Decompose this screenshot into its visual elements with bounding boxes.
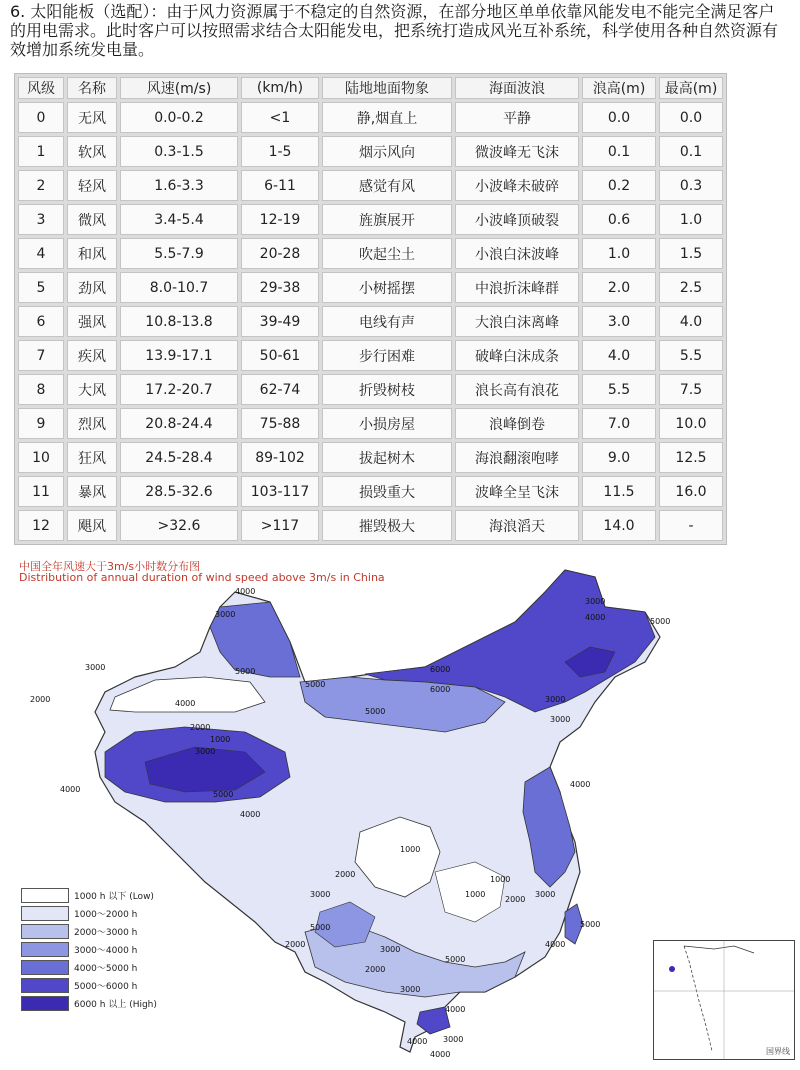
svg-text:1000: 1000 bbox=[400, 845, 421, 854]
table-cell: 0.1 bbox=[582, 136, 656, 167]
table-cell: 12 bbox=[18, 510, 64, 541]
svg-text:3000: 3000 bbox=[545, 695, 566, 704]
table-cell: 8.0-10.7 bbox=[120, 272, 238, 303]
table-cell: 20-28 bbox=[241, 238, 319, 269]
svg-text:5000: 5000 bbox=[365, 707, 386, 716]
svg-text:3000: 3000 bbox=[310, 890, 331, 899]
table-cell: 1.6-3.3 bbox=[120, 170, 238, 201]
table-cell: 7 bbox=[18, 340, 64, 371]
table-row bbox=[18, 476, 723, 507]
table-cell: 2 bbox=[18, 170, 64, 201]
svg-text:4000: 4000 bbox=[445, 1005, 466, 1014]
table-cell: 0 bbox=[18, 102, 64, 133]
svg-text:4000: 4000 bbox=[235, 587, 256, 596]
svg-text:2000: 2000 bbox=[190, 723, 211, 732]
table-cell: 5.5 bbox=[582, 374, 656, 405]
table-cell: 1.0 bbox=[659, 204, 723, 235]
table-cell: 旌旗展开 bbox=[322, 204, 452, 235]
legend-swatch bbox=[21, 942, 69, 957]
table-cell: 39-49 bbox=[241, 306, 319, 337]
table-cell: 9 bbox=[18, 408, 64, 439]
table-row bbox=[18, 238, 723, 269]
table-cell: 0.3 bbox=[659, 170, 723, 201]
table-row bbox=[18, 102, 723, 133]
svg-text:4000: 4000 bbox=[545, 940, 566, 949]
svg-text:6000: 6000 bbox=[430, 685, 451, 694]
table-cell: 12.5 bbox=[659, 442, 723, 473]
svg-text:4000: 4000 bbox=[60, 785, 81, 794]
table-cell: 75-88 bbox=[241, 408, 319, 439]
svg-text:3000: 3000 bbox=[215, 610, 236, 619]
table-cell: 浪峰倒卷 bbox=[455, 408, 579, 439]
table-cell: 28.5-32.6 bbox=[120, 476, 238, 507]
svg-text:5000: 5000 bbox=[213, 790, 234, 799]
inset-map bbox=[654, 941, 794, 1059]
table-header-row bbox=[18, 77, 723, 99]
svg-text:4000: 4000 bbox=[407, 1037, 428, 1046]
table-cell: 62-74 bbox=[241, 374, 319, 405]
table-cell: 浪长高有浪花 bbox=[455, 374, 579, 405]
table-cell: 5.5-7.9 bbox=[120, 238, 238, 269]
table-cell: 狂风 bbox=[67, 442, 117, 473]
svg-text:3000: 3000 bbox=[550, 715, 571, 724]
legend-item bbox=[21, 996, 157, 1011]
table-cell: 3 bbox=[18, 204, 64, 235]
svg-text:2000: 2000 bbox=[30, 695, 51, 704]
table-row bbox=[18, 442, 723, 473]
table-cell: 损毁重大 bbox=[322, 476, 452, 507]
table-cell: 17.2-20.7 bbox=[120, 374, 238, 405]
header-cell: 浪高(m) bbox=[582, 77, 656, 99]
table-row bbox=[18, 374, 723, 405]
table-cell: 20.8-24.4 bbox=[120, 408, 238, 439]
legend-item bbox=[21, 978, 157, 993]
svg-text:6000: 6000 bbox=[430, 665, 451, 674]
legend-label: 1000 h 以下 (Low) bbox=[74, 892, 154, 902]
table-cell: 无风 bbox=[67, 102, 117, 133]
svg-text:4000: 4000 bbox=[585, 613, 606, 622]
svg-text:4000: 4000 bbox=[570, 780, 591, 789]
table-cell: 6 bbox=[18, 306, 64, 337]
legend-swatch bbox=[21, 996, 69, 1011]
table-cell: 折毁树枝 bbox=[322, 374, 452, 405]
table-cell: 飓风 bbox=[67, 510, 117, 541]
table-body bbox=[18, 102, 723, 541]
header-cell: 海面波浪 bbox=[455, 77, 579, 99]
inset-note: 国界线 bbox=[766, 1047, 790, 1056]
table-cell: 感觉有风 bbox=[322, 170, 452, 201]
table-cell: 电线有声 bbox=[322, 306, 452, 337]
table-cell: 11 bbox=[18, 476, 64, 507]
legend-item bbox=[21, 888, 157, 903]
legend-swatch bbox=[21, 888, 69, 903]
header-cell: 风级 bbox=[18, 77, 64, 99]
table-row bbox=[18, 340, 723, 371]
south-china-sea-inset bbox=[653, 940, 795, 1060]
table-cell: 0.2 bbox=[582, 170, 656, 201]
svg-text:5000: 5000 bbox=[580, 920, 601, 929]
table-cell: 4.0 bbox=[659, 306, 723, 337]
svg-text:1000: 1000 bbox=[465, 890, 486, 899]
table-cell: >32.6 bbox=[120, 510, 238, 541]
table-cell: 4.0 bbox=[582, 340, 656, 371]
legend-label: 4000～5000 h bbox=[74, 964, 138, 974]
header-cell: 名称 bbox=[67, 77, 117, 99]
table-cell: 海浪滔天 bbox=[455, 510, 579, 541]
table-cell: 16.0 bbox=[659, 476, 723, 507]
table-cell: 平静 bbox=[455, 102, 579, 133]
legend-item bbox=[21, 942, 157, 957]
legend-item bbox=[21, 906, 157, 921]
legend-item bbox=[21, 960, 157, 975]
table-cell: 疾风 bbox=[67, 340, 117, 371]
table-row bbox=[18, 170, 723, 201]
table-row bbox=[18, 136, 723, 167]
table-cell: 50-61 bbox=[241, 340, 319, 371]
table-cell: <1 bbox=[241, 102, 319, 133]
table-cell: 8 bbox=[18, 374, 64, 405]
table-cell: 2.5 bbox=[659, 272, 723, 303]
table-row bbox=[18, 204, 723, 235]
table-cell: 吹起尘土 bbox=[322, 238, 452, 269]
table-cell: 摧毁极大 bbox=[322, 510, 452, 541]
table-cell: 劲风 bbox=[67, 272, 117, 303]
table-cell: 7.0 bbox=[582, 408, 656, 439]
table-cell: 1.0 bbox=[582, 238, 656, 269]
table-cell: 大风 bbox=[67, 374, 117, 405]
legend-swatch bbox=[21, 906, 69, 921]
table-cell: 4 bbox=[18, 238, 64, 269]
table-cell: 小树摇摆 bbox=[322, 272, 452, 303]
svg-text:3000: 3000 bbox=[585, 597, 606, 606]
table-row bbox=[18, 408, 723, 439]
table-cell: 5.5 bbox=[659, 340, 723, 371]
table-row bbox=[18, 510, 723, 541]
legend-label: 3000～4000 h bbox=[74, 946, 138, 956]
table-cell: 小损房屋 bbox=[322, 408, 452, 439]
table-cell: 暴风 bbox=[67, 476, 117, 507]
svg-text:3000: 3000 bbox=[535, 890, 556, 899]
table-cell: 1-5 bbox=[241, 136, 319, 167]
table-cell: >117 bbox=[241, 510, 319, 541]
table-cell: 9.0 bbox=[582, 442, 656, 473]
header-cell: 风速(m/s) bbox=[120, 77, 238, 99]
table-cell: - bbox=[659, 510, 723, 541]
legend-swatch bbox=[21, 960, 69, 975]
header-cell: 陆地地面物象 bbox=[322, 77, 452, 99]
table-cell: 破峰白沫成条 bbox=[455, 340, 579, 371]
table-cell: 波峰全呈飞沫 bbox=[455, 476, 579, 507]
table-cell: 29-38 bbox=[241, 272, 319, 303]
svg-text:4000: 4000 bbox=[175, 699, 196, 708]
table-cell: 微波峰无飞沫 bbox=[455, 136, 579, 167]
table-cell: 步行困难 bbox=[322, 340, 452, 371]
wind-map-figure bbox=[5, 552, 797, 1064]
table-cell: 微风 bbox=[67, 204, 117, 235]
legend-label: 5000～6000 h bbox=[74, 982, 138, 992]
table-cell: 6-11 bbox=[241, 170, 319, 201]
table-cell: 24.5-28.4 bbox=[120, 442, 238, 473]
table-cell: 强风 bbox=[67, 306, 117, 337]
table-cell: 10.0 bbox=[659, 408, 723, 439]
table-cell: 0.0 bbox=[659, 102, 723, 133]
table-cell: 中浪折沫峰群 bbox=[455, 272, 579, 303]
table-cell: 0.3-1.5 bbox=[120, 136, 238, 167]
svg-text:2000: 2000 bbox=[365, 965, 386, 974]
table-cell: 14.0 bbox=[582, 510, 656, 541]
svg-text:5000: 5000 bbox=[445, 955, 466, 964]
table-cell: 小波峰顶破裂 bbox=[455, 204, 579, 235]
table-cell: 海浪翻滚咆哮 bbox=[455, 442, 579, 473]
table-cell: 烟示风向 bbox=[322, 136, 452, 167]
table-cell: 7.5 bbox=[659, 374, 723, 405]
table-cell: 0.1 bbox=[659, 136, 723, 167]
svg-text:4000: 4000 bbox=[240, 810, 261, 819]
map-legend bbox=[21, 888, 157, 1014]
intro-paragraph: 6. 太阳能板（选配）：由于风力资源属于不稳定的自然资源，在部分地区单单依靠风能发电不能完全满足客户的用电需求。此时客户可以按照需求结合太阳能发电，把系统打造成风光互补系统，科学使用各种自然资源有效增加系统发电量。 bbox=[10, 2, 779, 59]
table-cell: 3.0 bbox=[582, 306, 656, 337]
svg-text:5000: 5000 bbox=[310, 923, 331, 932]
svg-text:2000: 2000 bbox=[335, 870, 356, 879]
svg-text:5000: 5000 bbox=[305, 680, 326, 689]
svg-text:4000: 4000 bbox=[430, 1050, 451, 1059]
legend-swatch bbox=[21, 924, 69, 939]
table-cell: 10 bbox=[18, 442, 64, 473]
header-cell: (km/h) bbox=[241, 77, 319, 99]
svg-text:3000: 3000 bbox=[443, 1035, 464, 1044]
table-cell: 小浪白沫波峰 bbox=[455, 238, 579, 269]
legend-label: 1000～2000 h bbox=[74, 910, 138, 920]
map-title-cn: 中国全年风速大于3m/s小时数分布图 bbox=[19, 560, 201, 573]
table-cell: 0.0 bbox=[582, 102, 656, 133]
table-cell: 3.4-5.4 bbox=[120, 204, 238, 235]
table-cell: 10.8-13.8 bbox=[120, 306, 238, 337]
table-cell: 0.6 bbox=[582, 204, 656, 235]
legend-label: 2000～3000 h bbox=[74, 928, 138, 938]
beaufort-wind-scale-table bbox=[14, 73, 727, 545]
table-cell: 轻风 bbox=[67, 170, 117, 201]
table-cell: 烈风 bbox=[67, 408, 117, 439]
table-cell: 13.9-17.1 bbox=[120, 340, 238, 371]
svg-text:3000: 3000 bbox=[400, 985, 421, 994]
svg-text:2000: 2000 bbox=[505, 895, 526, 904]
legend-label: 6000 h 以上 (High) bbox=[74, 1000, 157, 1010]
table-cell: 5 bbox=[18, 272, 64, 303]
table-row bbox=[18, 306, 723, 337]
legend-item bbox=[21, 924, 157, 939]
svg-text:5000: 5000 bbox=[650, 617, 671, 626]
svg-text:5000: 5000 bbox=[235, 667, 256, 676]
table-cell: 大浪白沫离峰 bbox=[455, 306, 579, 337]
legend-swatch bbox=[21, 978, 69, 993]
table-cell: 小波峰未破碎 bbox=[455, 170, 579, 201]
table-cell: 89-102 bbox=[241, 442, 319, 473]
table-cell: 拔起树木 bbox=[322, 442, 452, 473]
table-cell: 103-117 bbox=[241, 476, 319, 507]
table-row bbox=[18, 272, 723, 303]
table-cell: 和风 bbox=[67, 238, 117, 269]
table-cell: 1.5 bbox=[659, 238, 723, 269]
table-cell: 软风 bbox=[67, 136, 117, 167]
svg-text:3000: 3000 bbox=[85, 663, 106, 672]
header-cell: 最高(m) bbox=[659, 77, 723, 99]
svg-text:3000: 3000 bbox=[380, 945, 401, 954]
svg-text:3000: 3000 bbox=[195, 747, 216, 756]
table-cell: 2.0 bbox=[582, 272, 656, 303]
svg-text:1000: 1000 bbox=[210, 735, 231, 744]
table-cell: 静,烟直上 bbox=[322, 102, 452, 133]
table-cell: 11.5 bbox=[582, 476, 656, 507]
table-cell: 1 bbox=[18, 136, 64, 167]
svg-text:1000: 1000 bbox=[490, 875, 511, 884]
svg-text:2000: 2000 bbox=[285, 940, 306, 949]
map-title-en: Distribution of annual duration of wind speed above 3m/s in China bbox=[19, 571, 385, 584]
table-cell: 12-19 bbox=[241, 204, 319, 235]
table-cell: 0.0-0.2 bbox=[120, 102, 238, 133]
